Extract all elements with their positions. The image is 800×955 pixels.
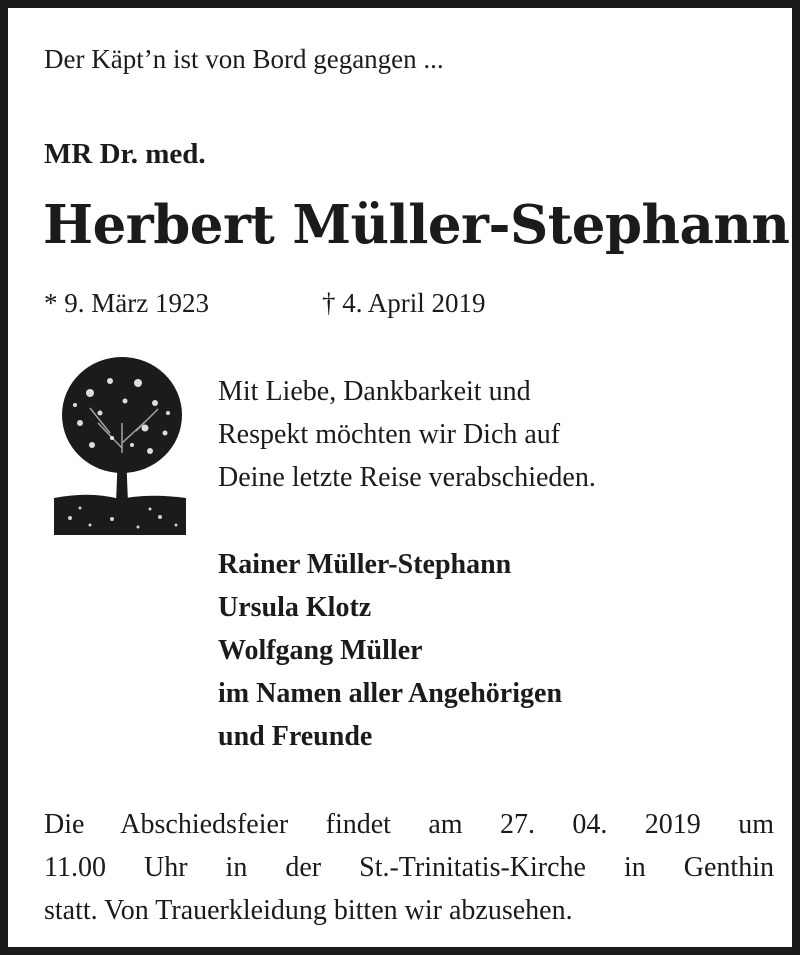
notice-line: statt. Von Trauerkleidung bitten wir abzusehen. — [44, 895, 573, 926]
birth-date: * 9. März 1923 — [44, 288, 209, 318]
mourner-name: Ursula Klotz — [218, 592, 372, 623]
farewell-message — [218, 370, 596, 499]
tree-illustration — [50, 353, 190, 541]
mourner-name: Wolfgang Müller — [218, 635, 423, 666]
death-date: † 4. April 2019 — [322, 288, 486, 318]
mourner-name: Rainer Müller-Stephann — [218, 549, 512, 580]
deceased-name: Herbert Müller-Stephann — [43, 194, 790, 256]
intro-text: Der Käpt’n ist von Bord gegangen ... — [44, 44, 444, 74]
message-line: Deine letzte Reise verabschieden. — [218, 462, 596, 493]
academic-title: MR Dr. med. — [44, 138, 206, 170]
notice-line: Die Abschiedsfeier findet am 27. 04. 2019 um — [44, 809, 774, 840]
service-notice — [44, 803, 774, 932]
mourners-list — [218, 543, 562, 758]
notice-line: 11.00 Uhr in der St.-Trinitatis-Kirche in Genthin — [44, 852, 774, 883]
mourner-name: und Freunde — [218, 721, 373, 752]
mourner-name: im Namen aller Angehörigen — [218, 678, 563, 709]
tree-icon — [50, 353, 190, 541]
message-line: Mit Liebe, Dankbarkeit und — [218, 376, 531, 407]
message-line: Respekt möchten wir Dich auf — [218, 419, 561, 450]
life-dates — [44, 288, 486, 319]
